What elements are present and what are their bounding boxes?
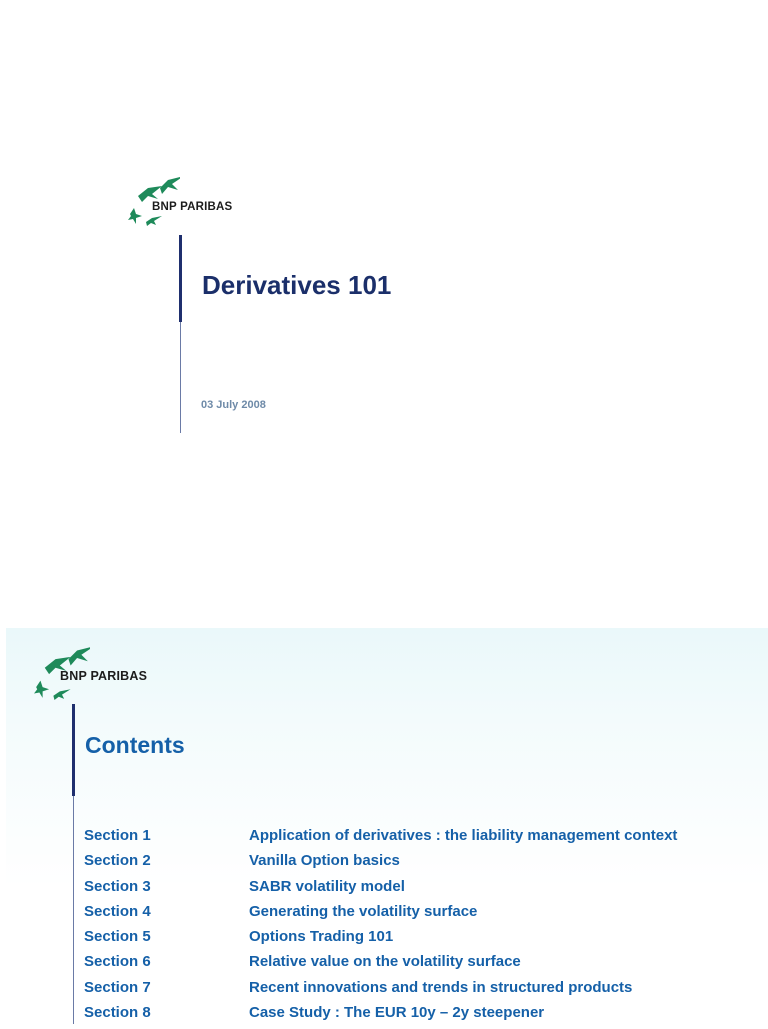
toc-section-number: Section 5 bbox=[84, 928, 151, 946]
date-label: 03 July 2008 bbox=[201, 399, 266, 411]
accent-bar bbox=[72, 704, 75, 796]
toc-section-number: Section 1 bbox=[84, 827, 151, 844]
toc-section-title: Vanilla Option basics bbox=[249, 852, 400, 870]
toc-row bbox=[84, 827, 764, 852]
logo-text: BNP PARIBAS bbox=[60, 669, 148, 683]
bnp-paribas-logo bbox=[34, 644, 147, 700]
logo-text: BNP PARIBAS bbox=[152, 201, 233, 213]
toc-row bbox=[84, 878, 764, 903]
toc-section-title: SABR volatility model bbox=[249, 877, 405, 895]
toc-section-number: Section 4 bbox=[84, 902, 151, 920]
toc-row bbox=[84, 928, 764, 953]
toc-section-number: Section 3 bbox=[84, 877, 151, 895]
toc-section-title: Options Trading 101 bbox=[249, 928, 394, 946]
toc-section-number: Section 7 bbox=[84, 978, 151, 996]
toc-row bbox=[84, 852, 764, 877]
toc-section-number: Section 8 bbox=[84, 1004, 151, 1022]
contents-slide bbox=[6, 628, 768, 1024]
divider-line bbox=[73, 796, 74, 1024]
toc-row bbox=[84, 953, 764, 978]
contents-title: Contents bbox=[85, 732, 185, 758]
toc-section-title: Relative value on the volatility surface bbox=[249, 953, 521, 971]
page-title: Derivatives 101 bbox=[202, 270, 392, 300]
toc-section-number: Section 6 bbox=[84, 953, 151, 971]
toc-row bbox=[84, 979, 764, 1004]
toc-row bbox=[84, 1004, 764, 1029]
toc-section-title: Generating the volatility surface bbox=[249, 902, 478, 920]
divider-line bbox=[180, 322, 181, 433]
table-of-contents bbox=[84, 827, 764, 1029]
toc-section-title: Application of derivatives : the liability management context bbox=[249, 827, 678, 844]
toc-section-number: Section 2 bbox=[84, 852, 151, 870]
toc-section-title: Recent innovations and trends in structured products bbox=[249, 978, 633, 996]
toc-section-title: Case Study : The EUR 10y – 2y steepener bbox=[249, 1004, 545, 1022]
stars-logo-icon bbox=[128, 174, 180, 226]
toc-row bbox=[84, 903, 764, 928]
bnp-paribas-logo bbox=[128, 174, 232, 226]
accent-bar bbox=[179, 235, 182, 322]
